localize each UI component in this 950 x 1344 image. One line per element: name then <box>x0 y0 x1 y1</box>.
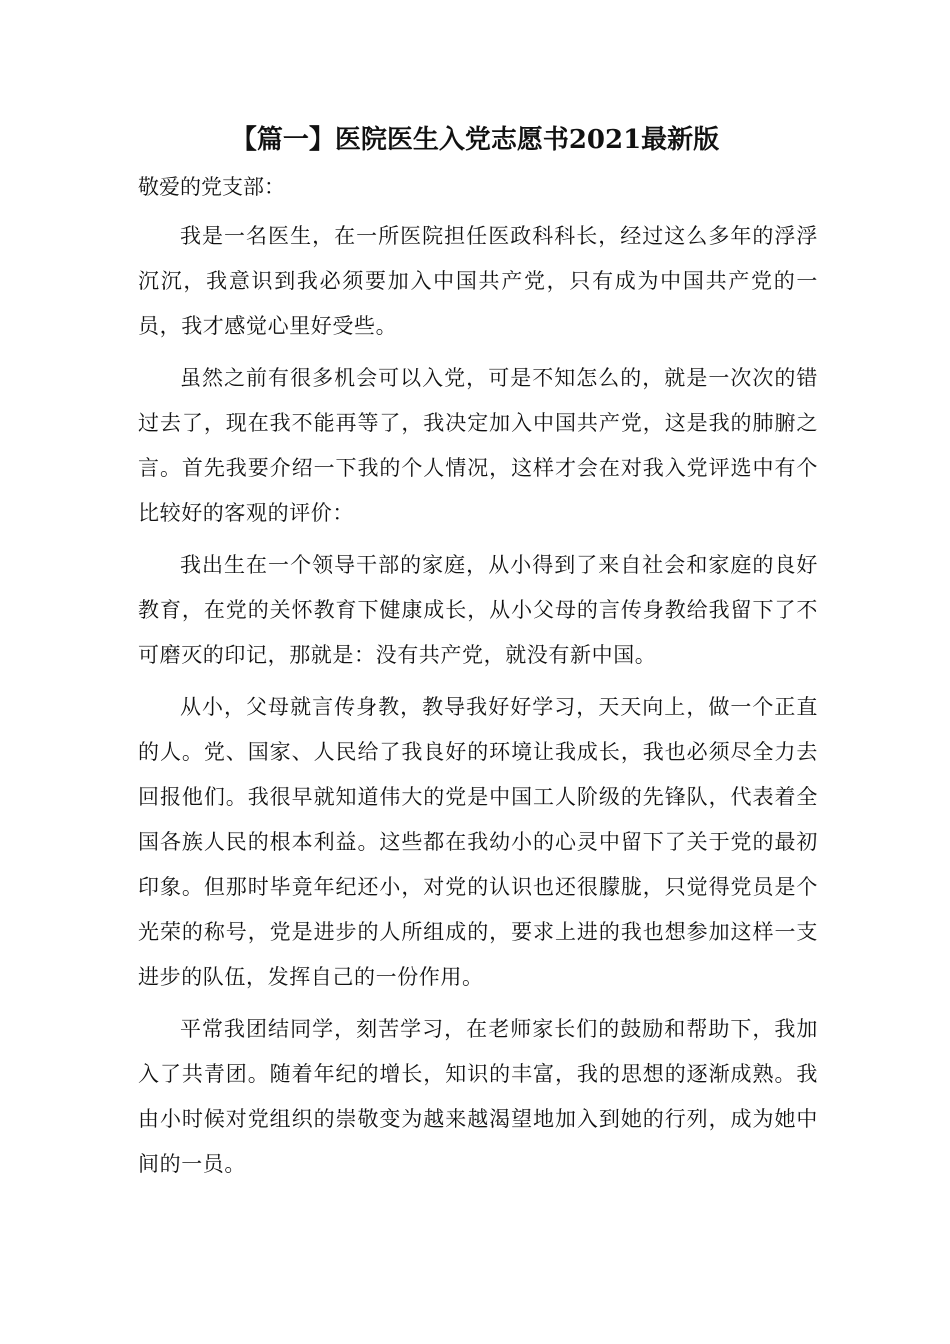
paragraph-decision: 虽然之前有很多机会可以入党，可是不知怎么的，就是一次次的错过去了，现在我不能再等了，我决定加入中国共产党，这是我的肺腑之言。首先我要介绍一下我的个人情况，这样才会在对我入党评选中有个比较好的客观的评价： <box>138 366 818 525</box>
paragraph-upbringing: 从小，父母就言传身教，教导我好好学习，天天向上，做一个正直的人。党、国家、人民给了我良好的环境让我成长，我也必须尽全力去回报他们。我很早就知道伟大的党是中国工人阶级的先锋队，代表着全国各族人民的根本利益。这些都在我幼小的心灵中留下了关于党的最初印象。但那时毕竟年纪还小，对党的认识也还很朦胧，只觉得党员是个光荣的称号，党是进步的人所组成的，要求上进的我也想参加这样一支进步的队伍，发挥自己的一份作用。 <box>138 695 818 989</box>
salutation: 敬爱的党支部： <box>138 175 285 199</box>
paragraph-family-background: 我出生在一个领导干部的家庭，从小得到了来自社会和家庭的良好教育，在党的关怀教育下健康成长，从小父母的言传身教给我留下了不可磨灭的印记，那就是：没有共产党，就没有新中国。 <box>138 553 818 667</box>
document-title: 【篇一】医院医生入党志愿书2021最新版 <box>230 125 720 155</box>
document-body <box>138 214 818 1194</box>
paragraph-youth-league: 平常我团结同学，刻苦学习，在老师家长们的鼓励和帮助下，我加入了共青团。随着年纪的增长，知识的丰富，我的思想的逐渐成熟。我由小时候对党组织的崇敬变为越来越渴望地加入到她的行列，成为她中间的一员。 <box>138 1017 818 1176</box>
paragraph-intro: 我是一名医生，在一所医院担任医政科科长，经过这么多年的浮浮沉沉，我意识到我必须要加入中国共产党，只有成为中国共产党的一员，我才感觉心里好受些。 <box>138 224 818 338</box>
